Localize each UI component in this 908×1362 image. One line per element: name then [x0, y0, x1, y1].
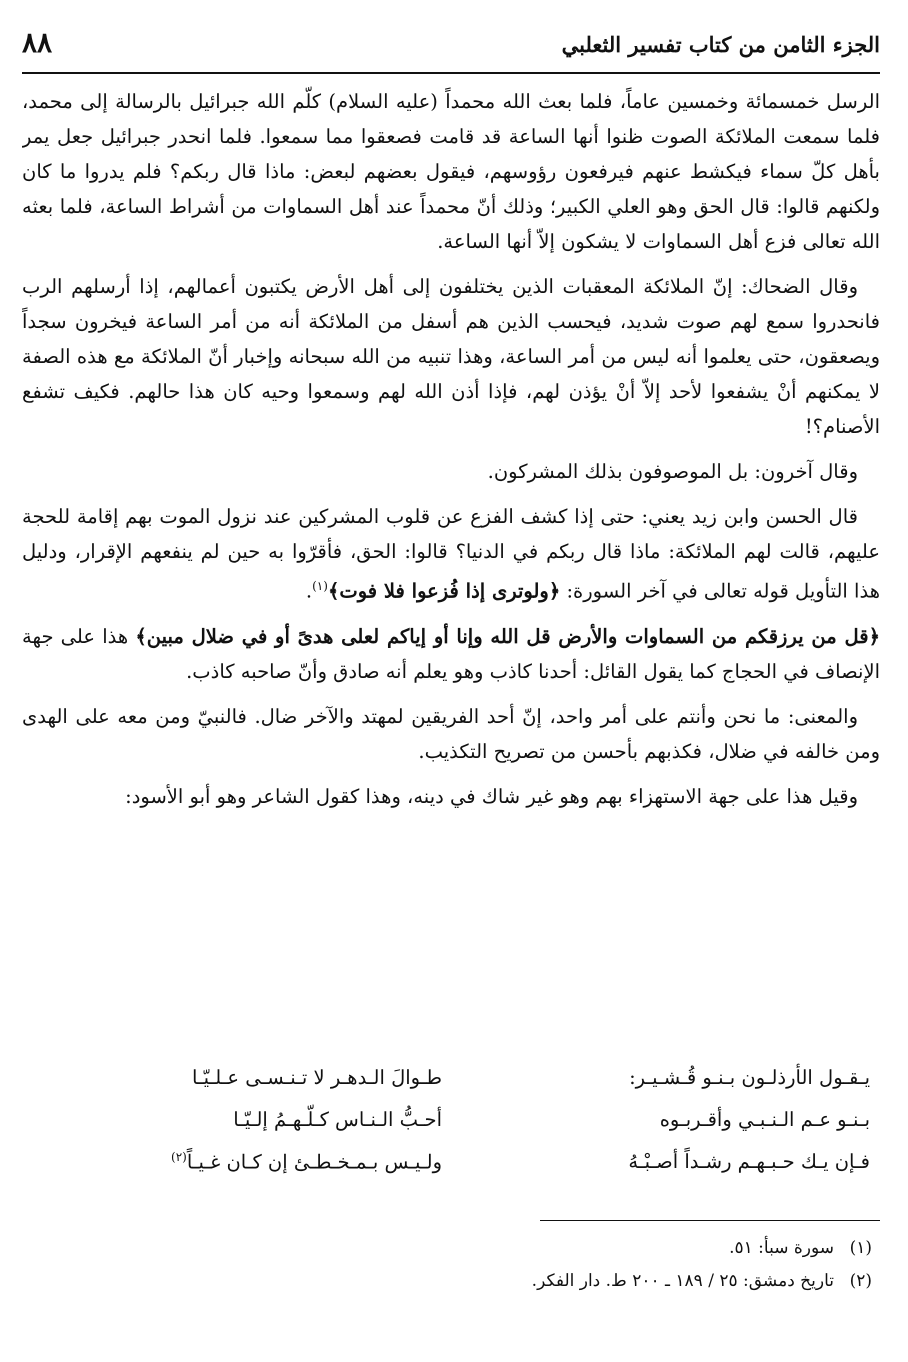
footnote [22, 1232, 872, 1265]
poem-hemistich-text: ولـيـس بـمـخـطـئ إن كـان غـيـاً [186, 1150, 442, 1174]
page-header [22, 22, 880, 74]
footnote [22, 1265, 872, 1298]
quran-verse: ﴿ولوترى إذا فُزعوا فلا فوت﴾ [327, 579, 561, 603]
poem [22, 1066, 880, 1194]
footnote-text: تاريخ دمشق: ٢٥ / ١٨٩ ـ ٢٠٠ ط. دار الفكر. [531, 1271, 834, 1291]
footnote-number: (٢) [849, 1271, 872, 1291]
footnote-ref: (١) [312, 579, 328, 593]
footnote-text: سورة سبأ: ٥١. [729, 1238, 834, 1258]
footnote-number: (١) [849, 1238, 872, 1258]
main-text [22, 84, 880, 1064]
poem-hemistich-first: بـنـو عـم الـنـبـي وأقـربـوه [659, 1108, 870, 1131]
poem-verse [22, 1150, 880, 1192]
poem-verse [22, 1108, 880, 1150]
footnote-ref: (٢) [171, 1150, 187, 1164]
poem-hemistich-second [42, 1150, 442, 1174]
paragraph: وقيل هذا على جهة الاستهزاء بهم وهو غير شاك في دينه، وهذا كقول الشاعر وهو أبو الأسود: [125, 784, 858, 808]
quran-verse: ﴿قل من يرزقكم من السماوات والأرض قل الله وإنا أو إياكم لعلى هدىً أو في ضلال مبين﴾ [135, 624, 880, 648]
poem-verse [22, 1066, 880, 1108]
running-title: الجزء الثامن من كتاب تفسير الثعلبي [561, 32, 880, 57]
paragraph: الرسل خمسمائة وخمسين عاماً، فلما بعث الله محمداً (عليه السلام) كلّم الله جبرائيل بالرسالة إلى محمد، فلما سمعت الملائكة الصوت ظنوا أنها الساعة قد قامت فصعقوا مما سمعوا. فلما انحدر جبرائيل جعل يمر بأهل كلّ سماء فيكشط عنهم فيرفعون رؤوسهم، فيقول بعضهم لبعض: ماذا قال ربكم؟ فلم يدروا ما كان ولكنهم قالوا: قال الحق وهو العلي الكبير؛ وذلك أنّ محمداً عند أهل السماوات من أشراط الساعة، فلما بعثه الله تعالى فزع أهل السماوات لا يشكون إلاّ أنها الساعة. [22, 90, 880, 253]
poem-hemistich-first: فـإن يـك حـبـهـم رشـداً أصـبْـهُ [628, 1150, 870, 1173]
paragraph: وقال الضحاك: إنّ الملائكة المعقبات الذين يختلفون إلى أهل الأرض يكتبون أعمالهم، إذا أرسلهم الرب فانحدروا سمع لهم صوت شديد، فيحسب الذين هم أسفل من الملائكة أنه من أمر الساعة فيخرون سجداً ويصعقون، حتى يعلموا أنه ليس من أمر الساعة، وهذا تنبيه من الله سبحانه وإخبار أنّ الملائكة مع هذه الصفة لا يمكنهم أنْ يشفعوا لأحد إلاّ أنْ يؤذن لهم، فإذا أذن الله لهم وسمعوا وحيه كان هذا حالهم. فكيف تشفع الأصنام؟! [22, 275, 880, 438]
poem-hemistich-first: يـقـول الأرذلـون بـنـو قُـشـيـر: [629, 1066, 870, 1089]
page-number: ٨٨ [22, 26, 53, 59]
paragraph-text: هذا على جهة الإنصاف في الحجاج كما يقول القائل: أحدنا كاذب وهو يعلم أنه صادق وأنّ صاحبه كاذب. [22, 624, 880, 683]
paragraph [22, 499, 880, 609]
paragraph-end: . [305, 579, 313, 603]
poem-hemistich-second: طـوالَ الـدهـر لا تـنـسـى عـلـيّـا [191, 1066, 442, 1089]
poem-hemistich-second: أحـبُّ الـنـاس كـلّـهـمُ إلـيّـا [233, 1108, 442, 1131]
paragraph: وقال آخرون: بل الموصوفون بذلك المشركون. [487, 460, 858, 483]
footnote-divider [540, 1220, 880, 1221]
footnotes [22, 1232, 872, 1298]
paragraph-text: قال الحسن وابن زيد يعني: حتى إذا كشف الفزع عن قلوب المشركين عند نزول الموت بهم إقامة للحجة عليهم، قالت لهم الملائكة: ماذا قال ربكم في الدنيا؟ قالوا: الحق، فأقرّوا به حين لم ينفعهم الإقرار، ودليل هذا التأويل قوله تعالى في آخر السورة: [22, 505, 880, 603]
paragraph [22, 619, 880, 689]
paragraph: والمعنى: ما نحن وأنتم على أمر واحد، إنّ أحد الفريقين لمهتد والآخر ضال. فالنبيّ ومن معه على الهدى ومن خالفه في ضلال، فكذبهم بأحسن من تصريح التكذيب. [22, 704, 880, 763]
